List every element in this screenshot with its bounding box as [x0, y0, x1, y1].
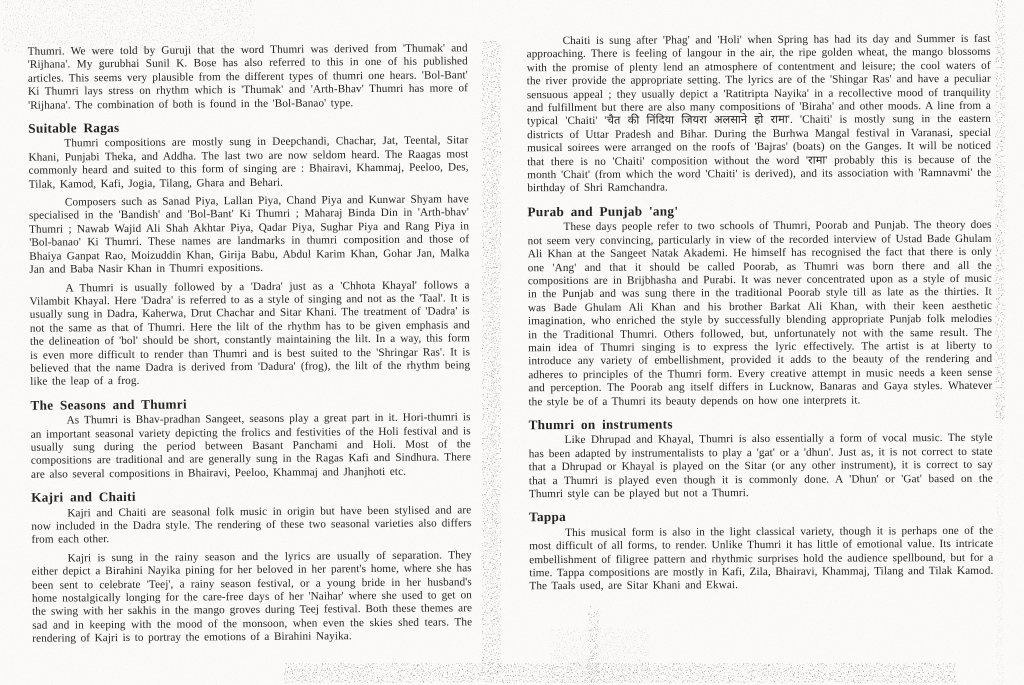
paragraph: Thumri compositions are mostly sung in Deepchandi, Chachar, Jat, Teental, Sitar Khani, Punjabi Theka, and Addha. The last two are now seldom heard. The Raagas most commonly heard and suited to this form of singing are : Bhairavi, Khammaj, Peeloo, Des, Tilak, Kamod, Kafi, Jogia, Tilang, Ghara and Behari.: [28, 134, 469, 191]
paragraph: As Thumri is Bhav-pradhan Sangeet, seasons play a great part in it. Hori-thumri is an important seasonal variety depicting the frolics and festivities of the Holi festival and is usually sung during the period between Basant Panchami and Holi. Most of the compositions are traditional and are generally sung in the Ragas Kafi and Sindhura. There are also several compositions in Bhairavi, Peeloo, Khammaj and Jhanjhoti etc.: [30, 411, 471, 481]
right-edge-noise: [996, 0, 1004, 400]
paragraph: Kajri is sung in the rainy season and the lyrics are usually of separation. They either depict a Birahini Nayika pining for her beloved in her parent's home, where she has been sent to celebrate 'Teej', a rainy season festival, or a young bride in her husband's home nostalgically longing for the care-free days of her 'Naihar' where she used to get on the swing with her sakhis in the mango groves during Teej festival. Both these themes are sad and in keeping with the mood of the monsoon, when even the skies shed tears. The rendering of Kajri is to portray the emotions of a Birahini Nayika.: [31, 549, 473, 645]
paragraph: Chaiti is sung after 'Phag' and 'Holi' when Spring has had its day and Summer is fast approaching. There is feeling of langour in the air, the ripe golden wheat, the mango blossoms with the promise of plenty lend an atmosphere of contentment and leisure; the cool waters of the river provide the appropriate setting. The lyrics are of the 'Shingar Ras' and have a peculiar sensuous appeal ; they usually depict a 'Ratitripta Nayika' in a recollective mood of tranquility and fulfillment but there are also many compositions of 'Biraha' and other moods. A line from a typical 'Chaiti' 'चैत की निंदिया जियरा अलसाने हो रामा'. 'Chaiti' is mostly sung in the eastern districts of Uttar Pradesh and Bihar. During the Burhwa Mangal festival in Varanasi, special musical soirees were arranged on the roofs of 'Bajras' (boats) on the Ganges. It will be noticed that there is no 'Chaiti' composition without the word 'रामा' probably this is because of the month 'Chait' (from which the word 'Chaiti' is derived), and its association with 'Ramnavmi' the birthday of Shri Ramchandra.: [526, 32, 992, 195]
section-heading: Thumri on instruments: [528, 416, 673, 433]
paragraph: Thumri. We were told by Guruji that the word Thumri was derived from 'Thumak' and 'Rijhana'. My gurubhai Sunil K. Bose has also referred to this in one of his published articles. This seems very plausible from the different types of thumri one hears. 'Bol-Bant' Ki Thumri lays stress on rhythm which is 'Thumak' and 'Arth-Bhav' Thumri has more of 'Rijhana'. The combination of both is found in the 'Bol-Banao' type.: [27, 42, 469, 112]
section-heading: Suitable Ragas: [28, 120, 120, 136]
fold-line-noise: [589, 610, 598, 685]
paragraph: This musical form is also in the light classical variety, though it is perhaps one of the most difficult of all forms, to render. Unlike Thumri it has little of emotional value. Its intricate embellishment of filigree pattern and rhythmic surprises hold the audience spellbound, but for a time. Tappa compositions are mostly in Kafi, Zila, Bhairavi, Khammaj, Tilang and Tilak Kamod. The Taals used, are Sitar Khani and Ekwai.: [529, 524, 994, 593]
fold-flare-noise: [555, 630, 645, 680]
section-heading: Purab and Punjab 'ang': [527, 203, 679, 220]
corner-speckle: [14, 2, 244, 50]
left-page: [28, 42, 473, 651]
gutter-noise-inner: [491, 120, 496, 600]
paragraph: Like Dhrupad and Khayal, Thumri is also essentially a form of vocal music. The style has been adapted by instrumentalists to play a 'gat' or a 'dhun'. Just as, it is not correct to state that a Dhrupad or Khayal is played on the Sitar (or any other instrument), it is correct to say that a Thumri is played even though it is commonly done. A 'Dhun' or 'Gat' based on the Thumri style can be played but not a Thumri.: [528, 432, 993, 501]
section-heading: Kajri and Chaiti: [31, 489, 136, 505]
right-edge-noise-low: [997, 400, 1003, 685]
paragraph: Composers such as Sanad Piya, Lallan Piya, Chand Piya and Kunwar Shyam have specialised in the 'Bandish' and 'Bol-Bant' Ki Thumri ; Maharaj Binda Din in 'Arth-bhav' Thumri ; Nawab Wajid Ali Shah Akhtar Piya, Qadar Piya, Sughar Piya and Rang Piya in 'Bol-banao' Ki Thumri. These names are landmarks in thumri composition and those of Bhaiya Ganpat Rao, Moizuddin Khan, Girija Babu, Abdul Karim Khan, Gohar Jan, Malka Jan and Baba Nasir Khan in Thumri expositions.: [28, 193, 470, 276]
paragraph: Kajri and Chaiti are seasonal folk music in origin but have been stylised and are now included in the Dadra style. The rendering of these two seasonal varieties also differs from each other.: [31, 503, 472, 547]
bottom-edge-noise: [315, 664, 925, 682]
paragraph: A Thumri is usually followed by a 'Dadra' just as a 'Chhota Khayal' follows a Vilambit Khayal. Here 'Dadra' is referred to as a style of singing and not as the 'Taal'. It is usually sung in Dadra, Kaherwa, Drut Chachar and Sitar Khani. The treatment of 'Dadra' is not the same as that of Thumri. Here the lilt of the rhythm has to be given emphasis and the delineation of 'bol' should be short, constantly maintaining the lilt. In a way, this form is even more difficult to render than Thumri and is best suited to the 'Shringar Ras'. It is believed that the name Dadra is derived from 'Dadura' (frog), the lilt of the rhythm being like the leap of a frog.: [29, 278, 471, 389]
paragraph: These days people refer to two schools of Thumri, Poorab and Punjab. The theory does not seem very convincing, particularly in view of the recorded interview of Ustad Bade Ghulam Ali Khan at the Sangeet Natak Akademi. He himself has recognised the fact that there is only one 'Ang' and that it should be called Poorab, as Thumri was born there and all the compositions are in Brijbhasha and Purabi. It was never concentrated upon as a style of music in the Punjab and was sung there in the traditional Poorab style till as late as the thirties. It was Bade Ghulam Ali Khan and his brother Barkat Ali Khan, with their keen aesthetic imagination, who enriched the style by successfully blending appropriate Punjab folk melodies in the Traditional Thumri. Others followed, but, unfortunately not with the same result. The main idea of Thumri singing is to express the lyric effectively. The artist is at liberty to introduce any variety of embellishment, provided it adds to the beauty of the rendering and adheres to principles of the Thumri form. Every creative attempt in music needs a keen sense and perception. The Poorab ang itself differs in Lucknow, Banaras and Gaya styles. Whatever the style be of a Thumri its beauty depends on how one interprets it.: [527, 219, 993, 408]
gutter-noise: [483, 70, 500, 645]
right-page: [527, 33, 994, 599]
section-heading: Tappa: [529, 509, 567, 525]
section-heading: The Seasons and Thumri: [30, 396, 187, 413]
